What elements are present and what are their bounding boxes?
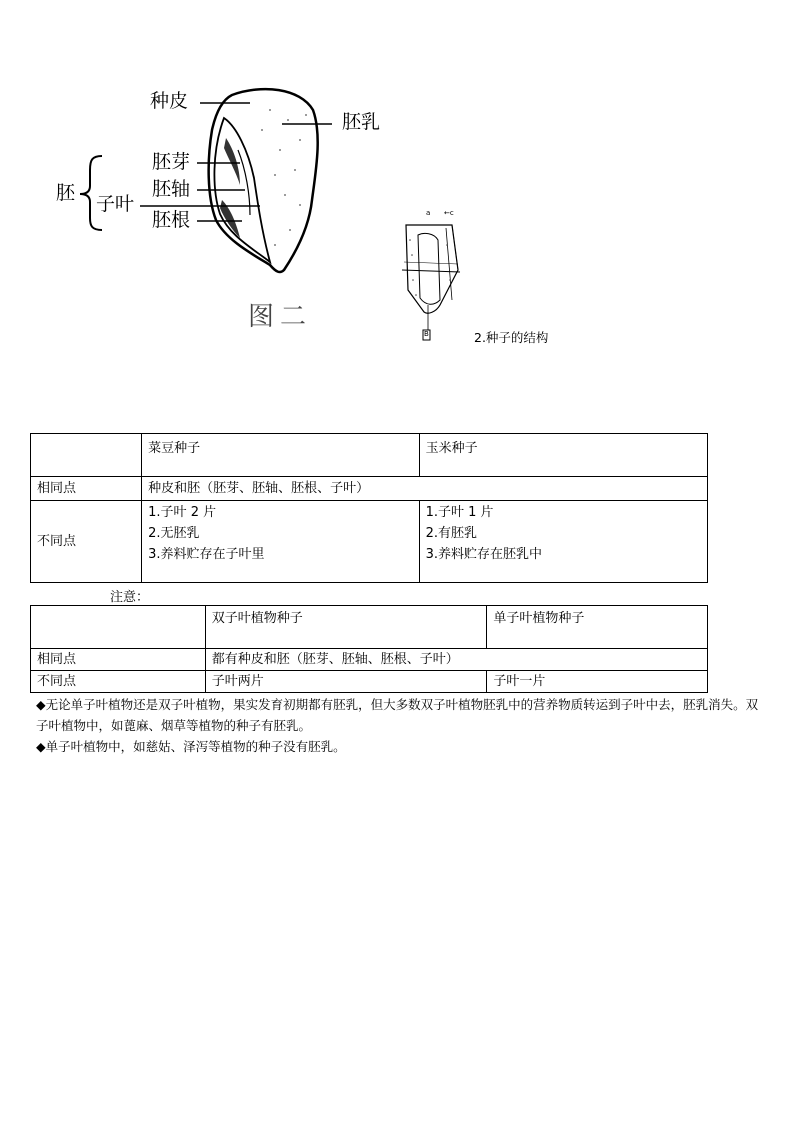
table-cell [31, 606, 206, 649]
small-label-b: B [424, 330, 429, 338]
seed-structure-caption: 2.种子的结构 [474, 330, 549, 345]
label-cotyledon: 子叶 [96, 193, 135, 215]
table-header-corn: 玉米种子 [419, 434, 707, 477]
row-label-diff: 不同点 [31, 501, 142, 583]
list-item: 2.无胚乳 [148, 526, 200, 541]
table-row [31, 649, 708, 671]
label-hypocotyl: 胚轴 [152, 178, 191, 200]
list-item: 2.有胚乳 [425, 526, 477, 541]
small-label-c: ←c [444, 209, 454, 217]
note-paragraph: ◆单子叶植物中，如慈姑、泽泻等植物的种子没有胚乳。 [36, 739, 346, 754]
table-row [31, 434, 708, 477]
monocot-diff-value: 子叶一片 [487, 671, 708, 693]
same-points-value: 种皮和胚（胚芽、胚轴、胚根、子叶） [142, 477, 708, 501]
note-paragraph: ◆无论单子叶植物还是双子叶植物，果实发育初期都有胚乳，但大多数双子叶植物胚乳中的营养物质转运到子叶中去，胚乳消失。双子叶植物中，如蓖麻、烟草等植物的种子有胚乳。 [36, 697, 759, 733]
table-row [31, 606, 708, 649]
bean-diff-cell [142, 501, 419, 583]
table-row [31, 671, 708, 693]
figure-caption: 图二 [248, 302, 313, 332]
dicot-monocot-comparison-table [30, 605, 708, 693]
label-seed-coat: 种皮 [150, 90, 189, 112]
same-points-value: 都有种皮和胚（胚芽、胚轴、胚根、子叶） [205, 649, 707, 671]
corn-diff-cell [419, 501, 707, 583]
label-plumule: 胚芽 [152, 151, 191, 173]
seed-figure-area [0, 0, 794, 360]
row-label-same: 相同点 [31, 649, 206, 671]
table-row [31, 477, 708, 501]
label-embryo: 胚 [56, 182, 76, 204]
corn-seed-diagram [0, 0, 794, 360]
table-header-dicot: 双子叶植物种子 [205, 606, 487, 649]
corn-seed-small-diagram [402, 225, 460, 340]
table-header-monocot: 单子叶植物种子 [487, 606, 708, 649]
row-label-diff: 不同点 [31, 671, 206, 693]
table-cell [31, 434, 142, 477]
table-header-bean: 菜豆种子 [142, 434, 419, 477]
label-endosperm: 胚乳 [342, 111, 381, 133]
table-row [31, 501, 708, 583]
row-label-same: 相同点 [31, 477, 142, 501]
list-item: 3.养料贮存在胚乳中 [425, 547, 542, 562]
bean-corn-comparison-table [30, 433, 708, 583]
note-label: 注意： [110, 590, 150, 605]
dicot-diff-value: 子叶两片 [205, 671, 487, 693]
label-radicle: 胚根 [152, 209, 191, 231]
list-item: 3.养料贮存在子叶里 [148, 547, 265, 562]
small-label-a: a [426, 209, 431, 217]
list-item: 1.子叶 1 片 [425, 505, 494, 520]
list-item: 1.子叶 2 片 [148, 505, 217, 520]
